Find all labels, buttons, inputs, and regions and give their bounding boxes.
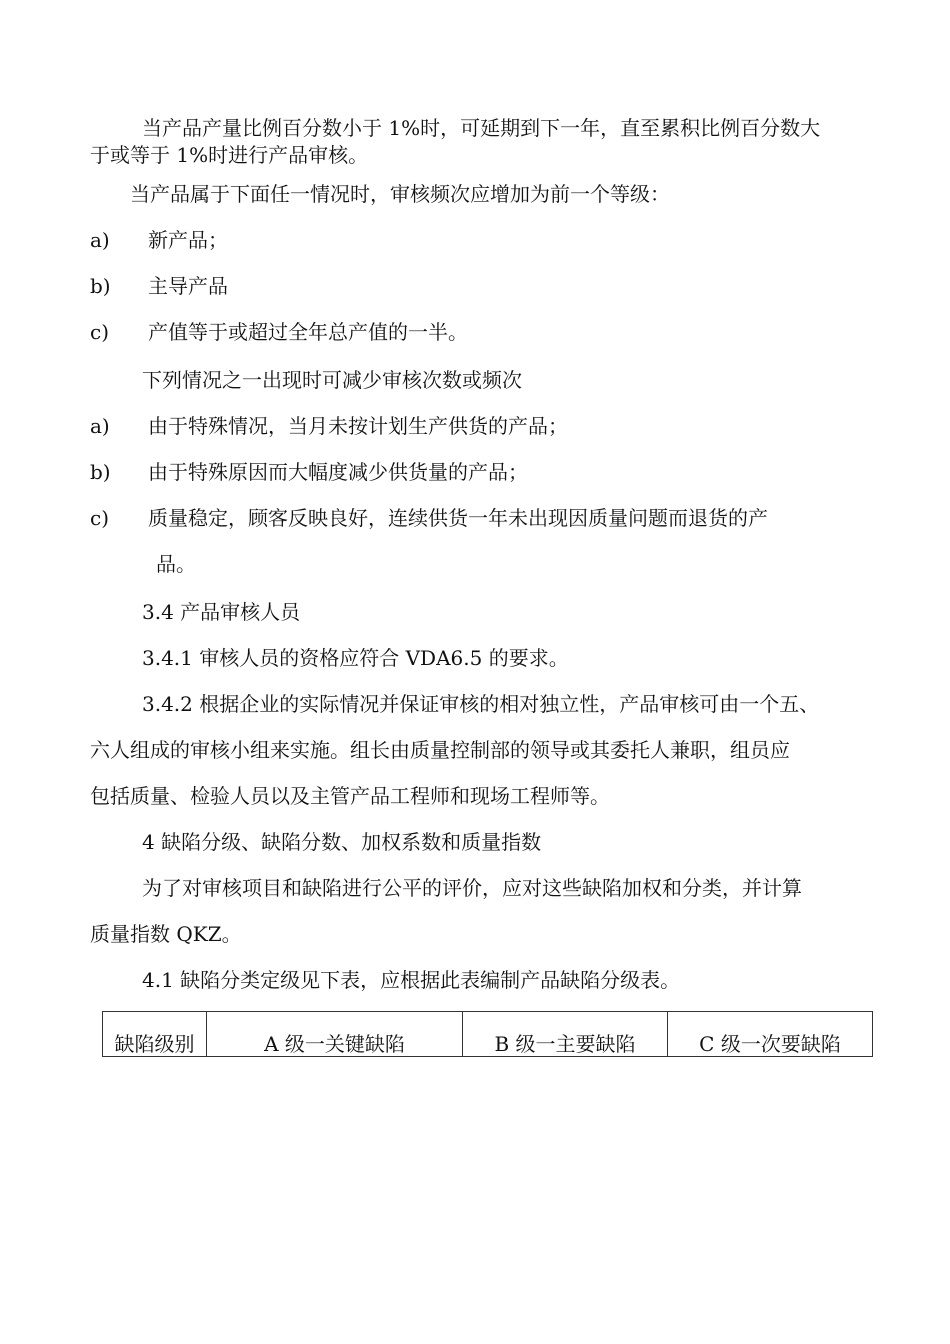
table-row bbox=[103, 1012, 873, 1057]
list-marker: c) bbox=[90, 506, 110, 530]
table-header-cell bbox=[463, 1012, 668, 1057]
list-item: 由于特殊原因而大幅度减少供货量的产品； bbox=[148, 460, 528, 484]
table-header-cell bbox=[103, 1012, 207, 1057]
list-marker: b) bbox=[90, 460, 111, 484]
paragraph-line: 下列情况之一出现时可减少审核次数或频次 bbox=[142, 368, 522, 392]
section-heading: 3.4 产品审核人员 bbox=[142, 600, 301, 624]
header-class-b: B 级一主要缺陷 bbox=[494, 1032, 636, 1056]
list-item: 由于特殊情况，当月未按计划生产供货的产品； bbox=[148, 414, 568, 438]
paragraph-line: 于或等于 1%时进行产品审核。 bbox=[90, 143, 369, 167]
header-class-c: C 级一次要缺陷 bbox=[699, 1032, 841, 1056]
list-marker: c) bbox=[90, 320, 110, 344]
paragraph-line: 当产品属于下面任一情况时，审核频次应增加为前一个等级： bbox=[130, 182, 670, 206]
header-class-a: A 级一关键缺陷 bbox=[264, 1032, 405, 1056]
paragraph-line: 3.4.2 根据企业的实际情况并保证审核的相对独立性，产品审核可由一个五、 bbox=[142, 692, 820, 716]
list-marker: a) bbox=[90, 228, 110, 252]
table-header-cell bbox=[668, 1012, 873, 1057]
section-heading: 4 缺陷分级、缺陷分数、加权系数和质量指数 bbox=[142, 830, 542, 854]
list-item-continuation: 品。 bbox=[156, 552, 196, 576]
defect-class-table bbox=[102, 1011, 873, 1057]
list-item: 质量稳定，顾客反映良好，连续供货一年未出现因质量问题而退货的产 bbox=[148, 506, 768, 530]
paragraph-line: 包括质量、检验人员以及主管产品工程师和现场工程师等。 bbox=[90, 784, 610, 808]
list-marker: a) bbox=[90, 414, 110, 438]
paragraph-line: 4.1 缺陷分类定级见下表，应根据此表编制产品缺陷分级表。 bbox=[142, 968, 681, 992]
paragraph-line: 当产品产量比例百分数小于 1%时，可延期到下一年，直至累积比例百分数大 bbox=[142, 116, 821, 140]
header-defect-level: 缺陷级别 bbox=[114, 1032, 195, 1056]
paragraph-line: 3.4.1 审核人员的资格应符合 VDA6.5 的要求。 bbox=[142, 646, 569, 670]
paragraph-line: 六人组成的审核小组来实施。组长由质量控制部的领导或其委托人兼职，组员应 bbox=[90, 738, 790, 762]
paragraph-line: 质量指数 QKZ。 bbox=[90, 922, 242, 946]
list-item: 产值等于或超过全年总产值的一半。 bbox=[148, 320, 468, 344]
paragraph-line: 为了对审核项目和缺陷进行公平的评价，应对这些缺陷加权和分类，并计算 bbox=[142, 876, 802, 900]
list-marker: b) bbox=[90, 274, 111, 298]
table-header-cell bbox=[207, 1012, 463, 1057]
list-item: 主导产品 bbox=[148, 274, 228, 298]
list-item: 新产品； bbox=[148, 228, 228, 252]
